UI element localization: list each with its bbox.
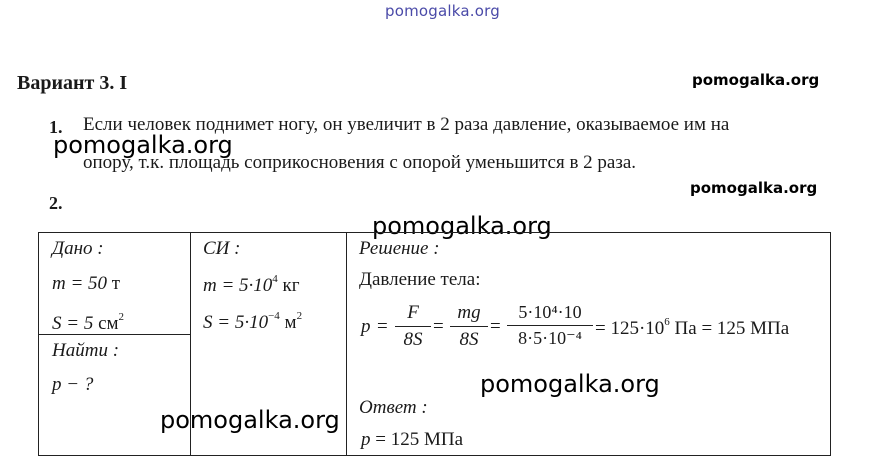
answer-header: Ответ :: [359, 397, 428, 418]
variant-title: Вариант 3. I: [17, 72, 128, 94]
fraction-1-den: 8S: [403, 329, 423, 350]
formula-result-mantissa: = 125·10: [595, 318, 665, 339]
watermark-top: pomogalka.org: [385, 2, 500, 20]
given-area: [52, 311, 124, 335]
si-header: СИ :: [203, 238, 241, 259]
given-area-exp: 2: [118, 311, 125, 323]
q1-number: 1.: [49, 117, 63, 137]
formula-p: p: [361, 316, 371, 337]
watermark-table-right: pomogalka.org: [480, 370, 660, 398]
q2-number: 2.: [49, 193, 63, 213]
si-mass: [203, 273, 300, 297]
q1-line2: опору, т.к. площадь соприкосновения с опорой уменьшится в 2 раза.: [83, 152, 637, 173]
find-header: Найти :: [52, 340, 120, 361]
fraction-2-den: 8S: [459, 329, 479, 350]
si-area-unit: м: [284, 312, 297, 333]
fraction-mg-over-8s: [450, 302, 488, 351]
given-mass: [52, 273, 120, 295]
fraction-3-den: 8·5·10⁻⁴: [518, 328, 582, 348]
given-area-lhs: S = 5: [52, 313, 94, 334]
fraction-2-num: mg: [457, 302, 481, 323]
given-header: Дано :: [52, 238, 104, 259]
watermark-right-2: pomogalka.org: [690, 179, 818, 197]
fraction-f-over-8s: [395, 302, 431, 351]
si-mass-exp: 4: [272, 273, 278, 285]
solution-text: Давление тела:: [359, 269, 481, 290]
given-mass-lhs: m = 50: [52, 273, 108, 294]
q1-line1: Если человек поднимет ногу, он увеличит в 2 раза давление, оказываемое им на: [83, 114, 730, 135]
fraction-numeric: [507, 302, 593, 349]
formula-result: [595, 316, 789, 340]
watermark-right-1: pomogalka.org: [692, 71, 820, 89]
si-mass-lhs: m = 5·10: [203, 275, 273, 296]
solution-table: [38, 232, 831, 456]
formula-eq-2: =: [433, 316, 444, 337]
formula-result-tail: Па = 125 МПа: [674, 318, 790, 339]
given-area-unit: см: [98, 313, 119, 334]
formula-eq-3: =: [490, 316, 501, 337]
si-area-unit-exp: 2: [296, 310, 303, 322]
si-area: [203, 310, 302, 334]
fraction-1-num: F: [407, 302, 419, 323]
formula-result-exp: 6: [664, 316, 670, 328]
si-mass-unit: кг: [282, 275, 300, 296]
watermark-left: pomogalka.org: [53, 131, 233, 159]
solution-header: Решение :: [359, 238, 440, 259]
watermark-table-left: pomogalka.org: [160, 406, 340, 434]
formula-eq-1: =: [377, 316, 388, 337]
answer-p: p: [361, 429, 371, 450]
si-area-exp: −4: [268, 310, 280, 322]
find-value: p − ?: [52, 374, 94, 395]
fraction-3-num: 5·10⁴·10: [518, 302, 582, 322]
given-mass-unit: т: [111, 273, 121, 294]
answer-rhs: = 125 МПа: [375, 429, 464, 450]
si-area-lhs: S = 5·10: [203, 312, 269, 333]
watermark-center-top: pomogalka.org: [372, 212, 552, 240]
answer-value: [361, 429, 463, 451]
